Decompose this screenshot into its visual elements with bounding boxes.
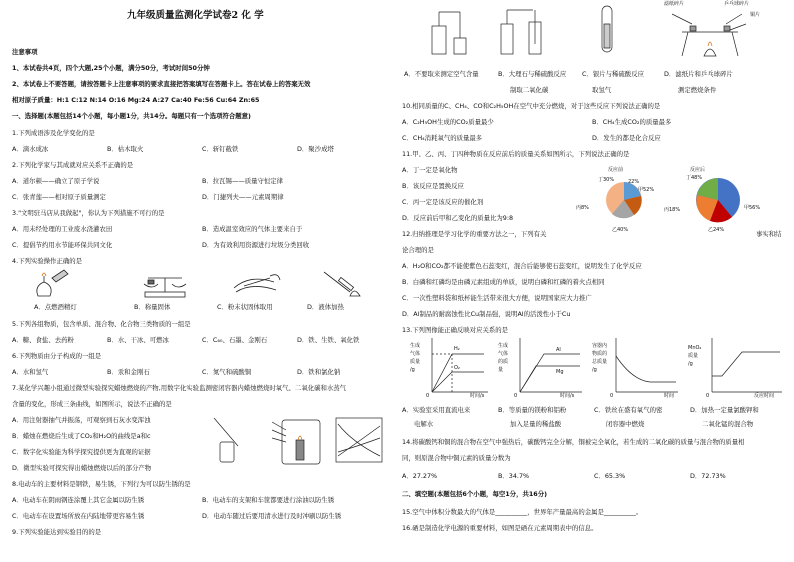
q16-stem: 16.硒是制造化学电源的重要材料，如图是硒在元素周期表中的信息。 <box>402 524 598 532</box>
q13-option-d: D．加热一定量氯酸钾和 <box>690 406 759 414</box>
q4-stem: 4.下列实验操作正确的是 <box>12 257 83 265</box>
q8-option-b: B．电动车的支架和车筐都要进行涂油以防生锈 <box>202 496 335 504</box>
q5-option-b: B．水、干冰、可燃冰 <box>107 336 169 344</box>
q12-option-b: B．白磷和红磷均是由磷元素组成的单质，说明白磷和红磷的着火点相同 <box>402 278 605 286</box>
q3-option-a: A．用未经处理的工业废水浇灌农田 <box>12 225 113 233</box>
chart-c-ylabel-2: 物质的 <box>592 351 608 357</box>
pie-before-yi: 乙40% <box>612 227 629 233</box>
q8-option-d: D．电动车随过后要用清水进行及时冲刷以防生锈 <box>202 512 342 520</box>
q9-label-filter-paper: 滤纸碎片 <box>664 1 685 7</box>
chart-a-series-o2: O₂ <box>454 365 460 371</box>
pie-before-bing: 丙8% <box>576 205 589 211</box>
q9-option-b: B．大理石与稀硫酸反应 <box>498 70 567 78</box>
q5-option-c: C．C₆₀、石墨、金刚石 <box>202 336 268 344</box>
chart-a-ylabel-3: 质量 <box>410 359 421 365</box>
chart-a-ylabel-4: /g <box>410 367 415 373</box>
chart-d-ylabel-2: 质量 <box>688 353 699 359</box>
q10-option-b: B．CH₄生成CO₂的质量最多 <box>592 118 672 126</box>
q5-option-a: A．糖、食盐、去药粉 <box>12 336 74 344</box>
pie-after-ding: 丁48% <box>686 175 703 181</box>
q12-stem-cont: 事实和结 <box>756 230 782 238</box>
q14-option-a: A．27.27% <box>402 472 438 480</box>
chart-d-ylabel-1: MnO₂ <box>688 345 702 351</box>
powder-spatula-figure <box>234 275 280 292</box>
q6-option-c: C．氮气和硫酸铜 <box>202 368 252 376</box>
q9-stem: 9.下列实验能达到实验目的的是 <box>12 528 102 536</box>
q1-option-b: B．枯木取火 <box>107 145 144 153</box>
note-1: 1、本试卷共4页，四个大题,25个小题，满分50分，考试时间50分钟 <box>12 64 210 72</box>
q15-stem: 15.空气中体积分数最大的气体是__________，世界年产量最高的金属是__________。 <box>402 508 643 516</box>
q11-option-c: C．丙一定是该反应的催化剂 <box>402 198 484 206</box>
q9-option-d-line2: 测定燃烧条件 <box>678 86 717 94</box>
q6-stem: 6.下列物质由分子构成的一组是 <box>12 352 102 360</box>
chart-d <box>706 336 784 398</box>
q10-option-d: D．发生的都是化合反应 <box>592 134 661 142</box>
section-1-heading: 一、选择题(本题包括14个小题，每小题1分，共14分。每题只有一个选项符合题意) <box>12 112 251 120</box>
q3-option-c: C．提倡节约用水节能环保共同文化 <box>12 241 113 249</box>
right-column <box>402 0 788 562</box>
chart-a-series-h2: H₂ <box>454 346 460 352</box>
q13-option-d-line2: 二氧化锰的混合物 <box>702 420 754 428</box>
chart-c-ylabel-1: 容器内 <box>592 343 608 349</box>
q1-option-a: A．滴水成冰 <box>12 145 49 153</box>
q11-pie-charts <box>572 160 788 236</box>
q3-option-b: B．造成温室效应的气体主要来自于 <box>202 225 303 233</box>
q9-label-pingpong: 乒乓球碎片 <box>724 1 750 7</box>
pie-after-title: 反应后 <box>690 167 706 173</box>
atomic-masses: 相对原子质量：H:1 C:12 N:14 O:16 Mg:24 A:27 Ca:40 Fe:56 Cu:64 Zn:65 <box>12 96 260 104</box>
chart-d-zero: 0 <box>706 393 710 399</box>
chart-c-zero: 0 <box>610 393 614 399</box>
q14-option-c: C．65.3% <box>594 472 626 480</box>
chart-d-xlabel: 反应时间 <box>754 393 775 399</box>
chart-b-ylabel-2: 气体 <box>498 351 509 357</box>
pie-before-x: 22% <box>628 179 640 185</box>
q14-stem-line1: 14.将碳酸钙和铜的混合物在空气中强热后，碳酸钙完全分解，铜被完全氧化，若生成的二氧化碳的质量与混合物的质量相 <box>402 438 745 446</box>
q9-option-c-line2: 取氢气 <box>592 86 612 94</box>
q8-option-a: A．电动车在阴雨钢连涂覆上其它金属以防生锈 <box>12 496 145 504</box>
pie-before <box>606 182 642 218</box>
q7-option-c: C．数字化实验能为科学探究提供更为直观的证据 <box>12 448 151 456</box>
q4-option-a: A．点燃酒精灯 <box>34 303 77 311</box>
section-2-heading: 二、填空题(本题包括6个小题，每空1分，共16分) <box>402 490 548 498</box>
q14-option-d: D．72.73% <box>690 472 726 480</box>
left-column <box>12 0 394 562</box>
q10-option-a: A．C₂H₅OH生成的CO₂质量最少 <box>402 118 494 126</box>
chart-c-xlabel: 时间 <box>664 393 675 399</box>
q2-stem: 2.下列化学家与其成就对应关系不正确的是 <box>12 161 134 169</box>
q5-stem: 5.下列各组物质，包含单质、混合物、化合物三类物质的一组是 <box>12 320 191 328</box>
q11-stem: 11.甲、乙、丙、丁四种物质在反应前后的质量关系如图所示，下列说法正确的是 <box>402 150 630 158</box>
note-2: 2、本试卷上不要答题，请按答题卡上注意事项的要求直接把答案填写在答题卡上。答在试卷上的答案无效 <box>12 80 311 88</box>
q8-option-c: C．电动车在设置场所放在内陆地带更容易生锈 <box>12 512 145 520</box>
pie-before-jia: 甲52% <box>638 187 655 193</box>
pie-after <box>696 178 740 222</box>
q9-figure-d <box>664 2 788 62</box>
q12-stem-line2: 论合理的是 <box>402 246 434 254</box>
q9-option-d: D．滤纸片和乒乓球碎片 <box>664 70 733 78</box>
q12-option-c: C．一次性塑料袋和纸杯能生活带来很大方便，说明国家应大力推广 <box>402 294 592 302</box>
q9-option-b-line2: 制取二氧化碳 <box>510 86 549 94</box>
q1-stem: 1.下列成语涉及化学变化的是 <box>12 129 95 137</box>
liquid-heating-figure <box>324 272 360 296</box>
q9-option-a: A．不要取来测定空气含量 <box>404 70 479 78</box>
q12-option-a: A．H₂O和CO₂都不能使紫色石蕊变红，混合后能够使石蕊变红，说明发生了化学反应 <box>402 262 642 270</box>
q13-option-a: A．实验室采用直流电来 <box>402 406 471 414</box>
exam-title: 九年级质量监测化学试卷2 化 学 <box>127 10 264 21</box>
q11-option-b: B．该反应是置换反应 <box>402 182 464 190</box>
chart-c-ylabel-4: /g <box>592 367 597 373</box>
chart-a-ylabel-1: 生成 <box>410 343 421 349</box>
alcohol-lamp-figure <box>37 270 68 296</box>
chart-b-ylabel-4: 量 <box>498 367 504 373</box>
pie-before-ding: 丁30% <box>598 177 615 183</box>
q3-stem: 3."文明驻马店从我做起"，你认为下列措施不可行的是 <box>12 209 165 217</box>
q7-candle-apparatus-figure <box>212 412 387 470</box>
balance-figure <box>144 278 186 297</box>
q6-option-d: D．铁和氯化钠 <box>297 368 341 376</box>
q14-option-b: B．34.7% <box>498 472 530 480</box>
q11-option-d: D．反应前后甲和乙变化的质量比为9:8 <box>402 214 514 222</box>
chart-b-series-mg: Mg <box>556 369 564 375</box>
q9-label-copper: 铜片 <box>750 12 761 18</box>
chart-a-ylabel-2: 气体 <box>410 351 421 357</box>
q7-option-b: B．蜡烛在燃烧后生成了CO₂和H₂O的曲线是a和c <box>12 432 151 440</box>
q6-option-a: A．水和氢气 <box>12 368 49 376</box>
q2-option-c: C．张青莲——相对原子质量测定 <box>12 193 106 201</box>
chart-b-series-al: Al <box>556 347 561 353</box>
chart-c <box>610 336 680 398</box>
q12-option-d: D．Al制品的耐腐蚀性比Cu制品强，说明Al的活泼性小于Cu <box>402 310 571 318</box>
q12-stem-line1: 12.归纳推理是学习化学的重要方法之一，下列有关 <box>402 230 547 238</box>
q4-option-d: D．液体加热 <box>307 303 344 311</box>
q14-stem-line2: 同，则原混合物中铜元素的质量分数为 <box>402 454 511 462</box>
chart-b-ylabel-3: 的质 <box>498 359 509 365</box>
chart-b-zero: 0 <box>514 393 518 399</box>
q4-lab-figures <box>30 268 380 300</box>
q7-option-a: A．用注射器抽气并振荡，可观察到石灰水变浑浊 <box>12 416 151 424</box>
q10-stem: 10.相同质量的C、CH₄、CO和C₂H₅OH在空气中充分燃烧，对于这些反应下列说法正确的是 <box>402 102 661 110</box>
q10-option-c: C．CH₄消耗氧气的质量最多 <box>402 134 483 142</box>
q1-option-c: C．斩钉截铁 <box>202 145 239 153</box>
q4-option-b: B．称量固体 <box>134 303 171 311</box>
pie-after-jia: 甲56% <box>744 205 761 211</box>
q13-option-b-line2: 加入足量的稀盐酸 <box>510 420 562 428</box>
q8-stem: 8.电动车的主要材料是钢铁，易生锈，下列行为可以防生锈的是 <box>12 480 191 488</box>
q9-figure-b <box>501 10 541 54</box>
pie-before-title: 反应前 <box>608 167 624 173</box>
q9-figure-a <box>432 12 466 54</box>
chart-b-xlabel: 时间/s <box>560 393 575 399</box>
notes-heading: 注意事项 <box>12 48 38 56</box>
chart-c-ylabel-3: 总质量 <box>592 359 608 365</box>
q13-option-c-line2: 闭容器中燃烧 <box>606 420 645 428</box>
q13-option-b: B．等质量的镁粉和铝粉 <box>498 406 567 414</box>
q7-stem-line2: 含量的变化，形成三条曲线，如图所示，说法不正确的是 <box>12 400 172 408</box>
q7-option-d: D．微型实验可探究得出蜡烛燃烧以后的部分产物 <box>12 464 152 472</box>
pie-after-yi: 乙24% <box>708 227 725 233</box>
chart-a-zero: 0 <box>426 393 430 399</box>
chart-b-ylabel-1: 生成 <box>498 343 509 349</box>
q13-option-a-line2: 电解水 <box>414 420 434 428</box>
pie-after-bing: 丙18% <box>664 207 681 213</box>
q9-figure-c <box>602 6 612 52</box>
q2-option-a: A．道尔顿——确立了原子学说 <box>12 177 100 185</box>
chart-b <box>514 336 584 398</box>
q7-stem-line1: 7.某化学兴趣小组通过微型实验探究蜡烛燃烧的产物,用数字化实验监测密闭容器内蜡烛燃烧时氧气、二氧化碳和水蒸气 <box>12 384 347 392</box>
q3-option-d: D．为有效利用资源进行垃圾分类回收 <box>202 241 310 249</box>
q2-option-b: B．拉瓦锡——质量守恒定律 <box>202 177 284 185</box>
q13-option-c: C．铁丝在盛有氧气的密 <box>594 406 663 414</box>
q4-option-c: C．粉末状固体取用 <box>217 303 273 311</box>
q6-option-b: B．汞和金刚石 <box>107 368 150 376</box>
q9-option-c: C．银片与稀硫酸反应 <box>582 70 644 78</box>
q11-option-a: A．丁一定是氧化物 <box>402 166 458 174</box>
q2-option-d: D．门捷列夫——元素周期律 <box>202 193 284 201</box>
chart-a-xlabel: 时间/s <box>470 393 485 399</box>
chart-d-ylabel-3: /g <box>688 361 693 367</box>
q5-option-d: D．铁、生铁、氧化铁 <box>297 336 360 344</box>
q13-stem: 13.下列图像能正确反映对应关系的是 <box>402 326 509 334</box>
q1-option-d: D．聚沙成塔 <box>297 145 334 153</box>
